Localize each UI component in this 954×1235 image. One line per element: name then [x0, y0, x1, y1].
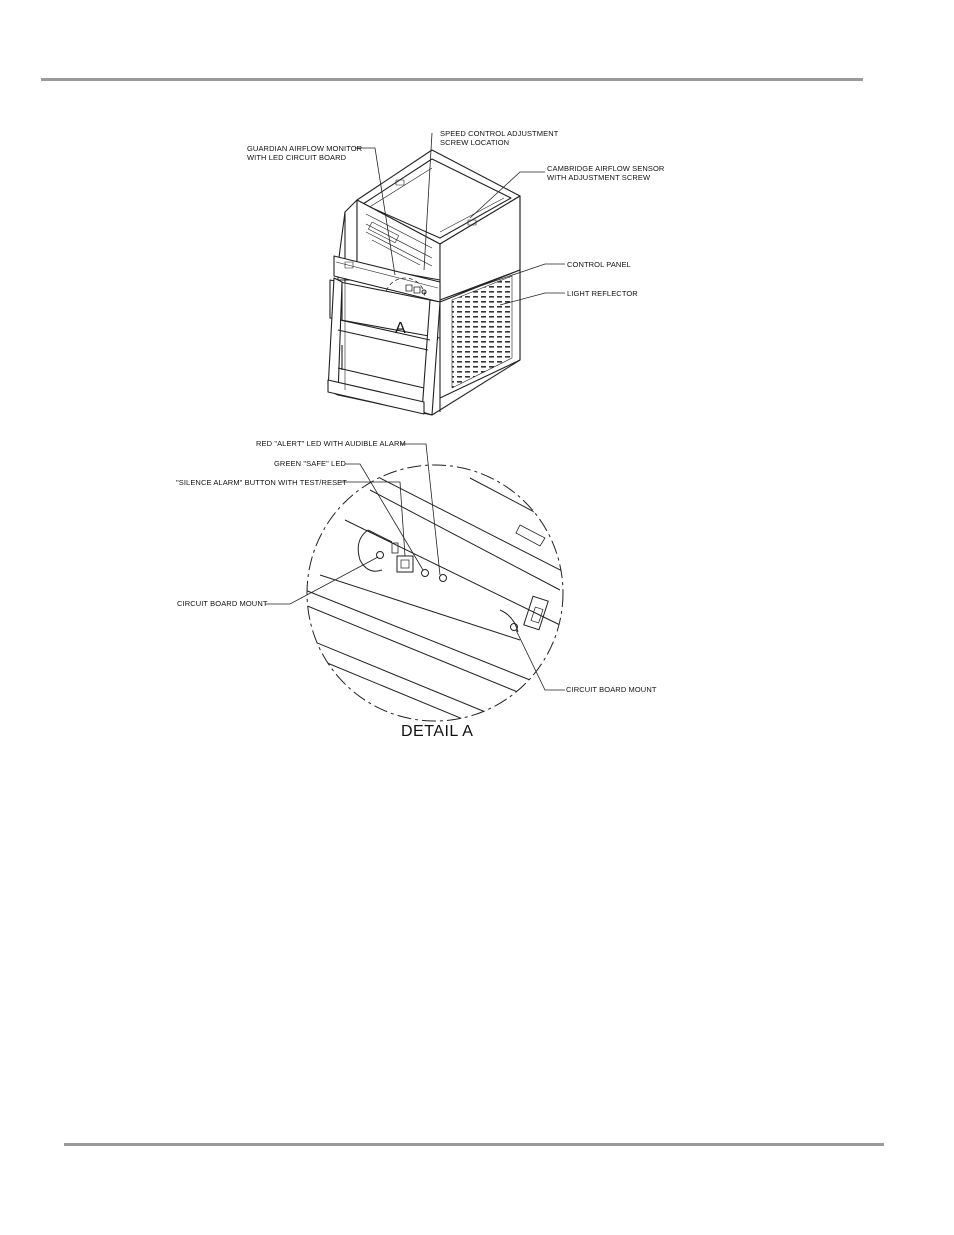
callout-cambridge-line1: CAMBRIDGE AIRFLOW SENSOR: [547, 164, 665, 173]
footer-rule: [64, 1143, 884, 1146]
callout-light-reflector: LIGHT REFLECTOR: [567, 289, 638, 298]
callout-circuit-board-mount-right: CIRCUIT BOARD MOUNT: [566, 685, 657, 694]
callout-speed-line1: SPEED CONTROL ADJUSTMENT: [440, 129, 559, 138]
callout-silence-alarm-button: "SILENCE ALARM" BUTTON WITH TEST/RESET: [176, 478, 347, 487]
callout-guardian-monitor: [247, 144, 362, 162]
callout-guardian-line2: WITH LED CIRCUIT BOARD: [247, 153, 347, 162]
detail-a: [300, 460, 570, 730]
callout-speed-line2: SCREW LOCATION: [440, 138, 510, 147]
callout-cambridge-line2: WITH ADJUSTMENT SCREW: [547, 173, 651, 182]
callout-red-alert-led: RED "ALERT" LED WITH AUDIBLE ALARM: [256, 439, 406, 448]
detail-marker-a: A: [395, 320, 406, 337]
callout-green-safe-led: GREEN "SAFE" LED: [274, 459, 346, 468]
callout-guardian-line1: GUARDIAN AIRFLOW MONITOR: [247, 144, 363, 153]
detail-title: DETAIL A: [401, 723, 474, 740]
callout-control-panel: CONTROL PANEL: [567, 260, 631, 269]
callout-cambridge-sensor: [547, 164, 664, 182]
callout-circuit-board-mount-left: CIRCUIT BOARD MOUNT: [177, 599, 268, 608]
callout-speed-control: [440, 129, 558, 147]
